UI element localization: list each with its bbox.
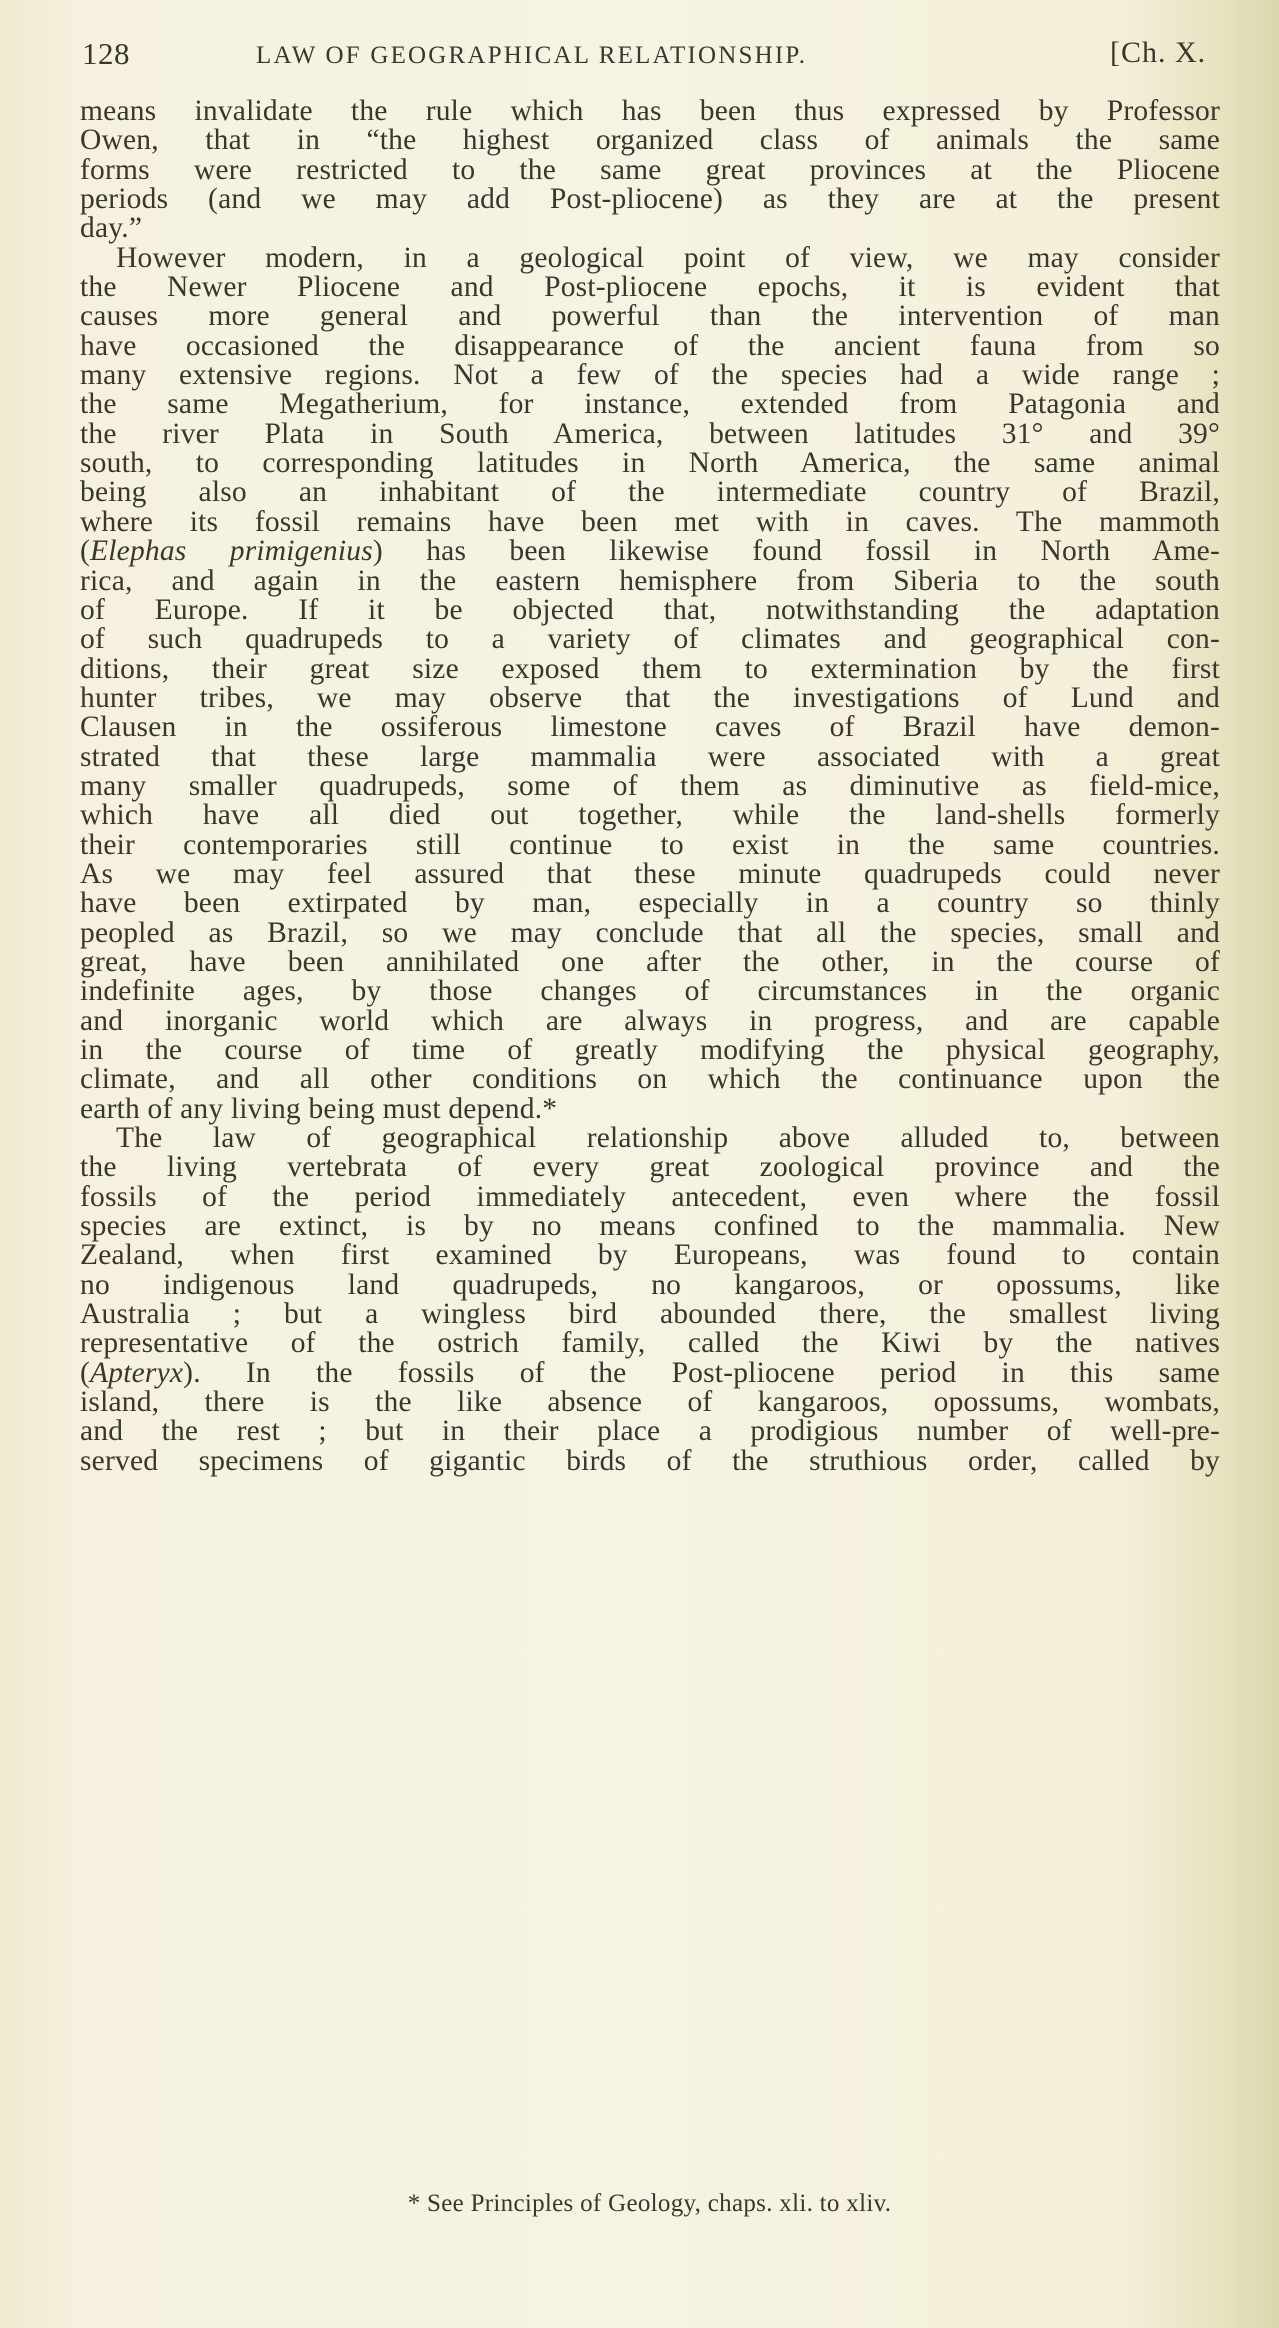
text-line: and the rest ; but in their place a prodigious number of well-pre- [80, 1415, 1220, 1448]
text-line: rica, and again in the eastern hemisphere from Siberia to the south [80, 564, 1220, 597]
text-line: of Europe. If it be objected that, notwithstanding the adaptation [80, 593, 1220, 626]
text-line: the river Plata in South America, between latitudes 31° and 39° [80, 417, 1220, 450]
text-line: many smaller quadrupeds, some of them as diminutive as field-mice, [80, 769, 1220, 802]
text-segment: ). In the fossils of the Post-pliocene period in this same [183, 1356, 1220, 1389]
text-line: Australia ; but a wingless bird abounded there, the smallest living [80, 1298, 1220, 1331]
text-line: species are extinct, is by no means confined to the mammalia. New [80, 1210, 1220, 1243]
text-line: The law of geographical relationship above alluded to, between [116, 1122, 1220, 1155]
text-line [80, 537, 1220, 566]
text-line: being also an inhabitant of the intermediate country of Brazil, [80, 476, 1220, 509]
text-line: served specimens of gigantic birds of the struthious order, called by [80, 1444, 1220, 1477]
chapter-label: [Ch. X. [1110, 36, 1207, 69]
italic-species-name: Apteryx [90, 1356, 184, 1389]
text-line: climate, and all other conditions on which the continuance upon the [80, 1063, 1220, 1096]
text-segment: ) has been likewise found fossil in North Ame- [372, 535, 1220, 568]
text-line: forms were restricted to the same great provinces at the Pliocene [80, 153, 1220, 186]
text-line: their contemporaries still continue to exist in the same countries. [80, 828, 1220, 861]
text-line: representative of the ostrich family, called the Kiwi by the natives [80, 1327, 1220, 1360]
text-line: means invalidate the rule which has been thus expressed by Professor [80, 95, 1220, 127]
text-line: peopled as Brazil, so we may conclude that all the species, small and [80, 916, 1220, 949]
text-line: the Newer Pliocene and Post-pliocene epochs, it is evident that [80, 271, 1220, 304]
text-line: fossils of the period immediately antecedent, even where the fossil [80, 1180, 1220, 1213]
italic-species-name: Elephas primigenius [90, 535, 373, 568]
text-line [80, 1356, 1220, 1389]
text-line: indefinite ages, by those changes of circumstances in the organic [80, 975, 1220, 1008]
text-line: hunter tribes, we may observe that the investigations of Lund and [80, 681, 1220, 714]
footnote-text: * See Principles of Geology, chaps. xli. to xliv. [407, 2190, 892, 2217]
text-line: As we may feel assured that these minute quadrupeds could never [80, 857, 1220, 890]
text-line: many extensive regions. Not a few of the species had a wide range ; [80, 359, 1220, 392]
text-line: Zealand, when first examined by Europeans, was found to contain [80, 1239, 1220, 1272]
footnote [0, 2190, 1279, 2218]
text-line: which have all died out together, while the land-shells formerly [80, 799, 1220, 832]
text-line: earth of any living being must depend.* [80, 1092, 558, 1125]
text-line: However modern, in a geological point of view, we may consider [116, 241, 1220, 274]
body-text [80, 97, 1220, 1476]
text-line: causes more general and powerful than the intervention of man [80, 300, 1220, 333]
text-segment: ( [80, 1356, 91, 1389]
text-line: and inorganic world which are always in progress, and are capable [80, 1004, 1220, 1037]
text-line: strated that these large mammalia were associated with a great [80, 740, 1220, 773]
text-line: have occasioned the disappearance of the ancient fauna from so [80, 329, 1220, 362]
text-line: have been extirpated by man, especially in a country so thinly [80, 887, 1220, 920]
text-line: day.” [80, 212, 143, 245]
text-line: Clausen in the ossiferous limestone caves of Brazil have demon- [80, 711, 1220, 744]
text-line: great, have been annihilated one after the other, in the course of [80, 945, 1220, 978]
page-number: 128 [82, 36, 130, 71]
text-line: periods (and we may add Post-pliocene) as they are at the present [80, 183, 1220, 216]
text-line: no indigenous land quadrupeds, no kangaroos, or opossums, like [80, 1268, 1220, 1301]
text-line: ditions, their great size exposed them to extermination by the first [80, 652, 1220, 685]
text-line: in the course of time of greatly modifying the physical geography, [80, 1034, 1220, 1066]
text-line: island, there is the like absence of kangaroos, opossums, wombats, [80, 1386, 1220, 1419]
running-title: LAW OF GEOGRAPHICAL RELATIONSHIP. [256, 42, 808, 69]
text-line: the same Megatherium, for instance, extended from Patagonia and [80, 388, 1220, 421]
text-line: Owen, that in “the highest organized class of animals the same [80, 124, 1220, 157]
page-header [80, 36, 1230, 80]
text-line: where its fossil remains have been met with in caves. The mammoth [80, 505, 1220, 538]
text-segment: ( [80, 535, 91, 568]
text-line: south, to corresponding latitudes in North America, the same animal [80, 447, 1220, 480]
text-line: of such quadrupeds to a variety of climates and geographical con- [80, 623, 1220, 656]
text-line: the living vertebrata of every great zoological province and the [80, 1151, 1220, 1184]
